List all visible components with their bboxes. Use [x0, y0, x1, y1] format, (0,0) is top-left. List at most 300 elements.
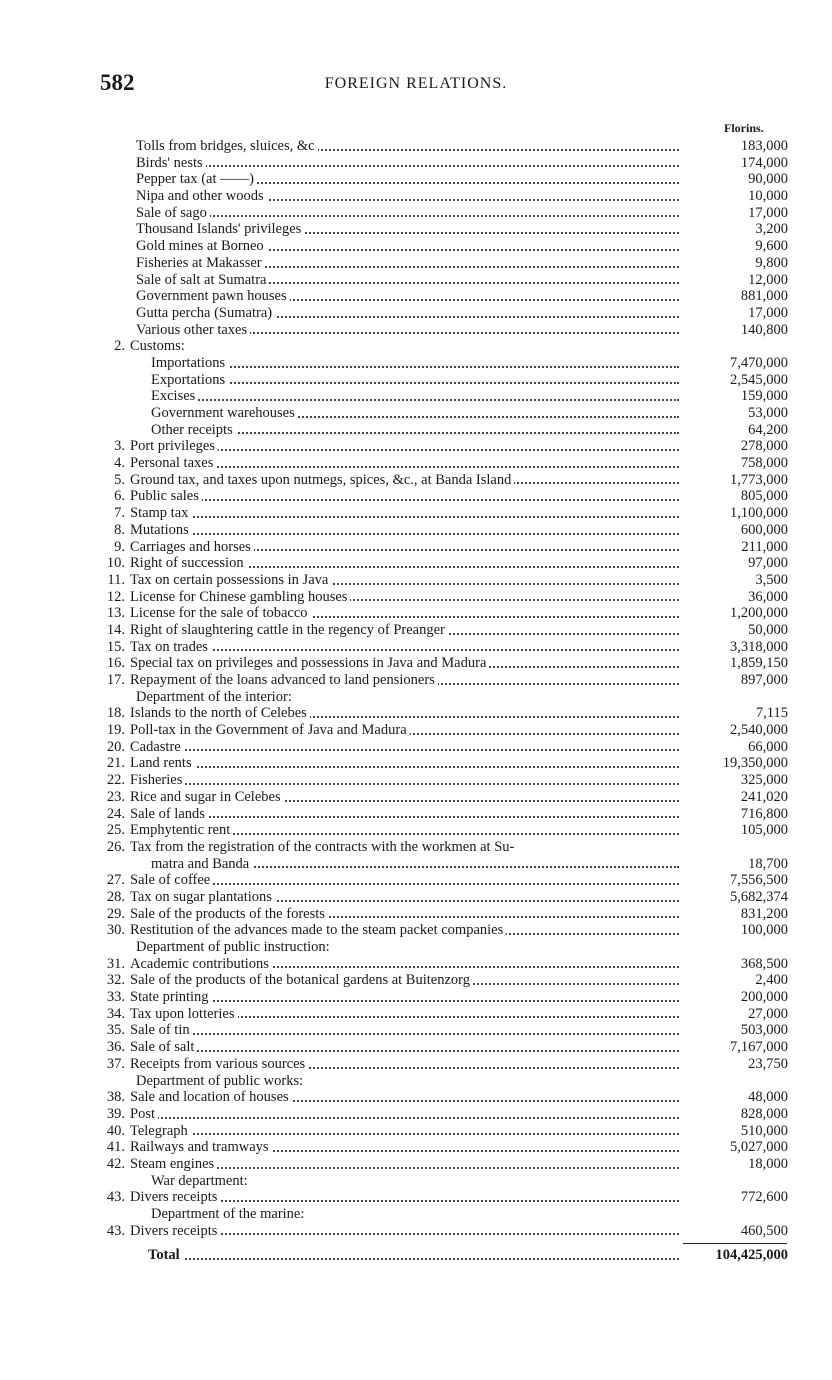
- row-label: Nipa and other woods: [136, 188, 267, 204]
- row-amount: 7,556,500: [730, 872, 788, 889]
- table-row: [100, 689, 788, 706]
- table-row: [100, 322, 788, 339]
- row-description: [130, 438, 683, 455]
- row-amount: 325,000: [740, 772, 788, 789]
- total-label: Total: [148, 1247, 183, 1263]
- row-label: Carriages and horses: [130, 539, 254, 555]
- row-description: [130, 705, 683, 722]
- row-description: [151, 422, 683, 439]
- row-description: [136, 255, 683, 272]
- table-row: [100, 755, 788, 772]
- row-label: Department of the marine:: [151, 1206, 307, 1222]
- row-label: Various other taxes: [136, 322, 250, 338]
- table-row: [100, 238, 788, 255]
- table-row: [100, 205, 788, 222]
- row-number: 11.: [107, 571, 125, 588]
- row-amount: 9,600: [755, 238, 788, 255]
- row-label: Rice and sugar in Celebes: [130, 789, 284, 805]
- row-description: [130, 822, 683, 839]
- row-label: Right of slaughtering cattle in the regency of Preanger: [130, 622, 448, 638]
- row-amount: 159,000: [740, 388, 788, 405]
- table-row: [100, 405, 788, 422]
- row-label: Mutations: [130, 522, 192, 538]
- table-row: [100, 572, 788, 589]
- table-row: [100, 806, 788, 823]
- row-label: Sale and location of houses: [130, 1089, 292, 1105]
- table-row: [100, 522, 788, 539]
- row-description: [130, 622, 683, 639]
- row-amount: 23,750: [748, 1055, 788, 1072]
- row-label: Sale of sago: [136, 205, 210, 221]
- row-label: Cadastre: [130, 739, 184, 755]
- row-amount: 66,000: [748, 738, 788, 755]
- row-amount: 90,000: [748, 171, 788, 188]
- row-label: Right of succession: [130, 555, 247, 571]
- row-number: 40.: [106, 1122, 125, 1139]
- total-amount: 104,425,000: [715, 1247, 788, 1264]
- row-description: [136, 288, 683, 305]
- row-number: 38.: [106, 1089, 125, 1106]
- table-row: [100, 822, 788, 839]
- row-amount: 278,000: [740, 438, 788, 455]
- table-row: [100, 789, 788, 806]
- row-description: [130, 1022, 683, 1039]
- row-number: 32.: [106, 972, 125, 989]
- table-row: [100, 355, 788, 372]
- row-amount: 897,000: [740, 672, 788, 688]
- row-label: Post: [130, 1106, 158, 1122]
- row-label: Steam engines: [130, 1156, 217, 1172]
- row-amount: 600,000: [740, 521, 788, 538]
- row-description: [151, 405, 683, 422]
- table-row: [100, 605, 788, 622]
- table-row: [100, 839, 788, 856]
- table-row: [100, 739, 788, 756]
- row-description: [130, 1156, 683, 1173]
- total-description: [148, 1247, 683, 1264]
- row-label: License for the sale of tobacco: [130, 605, 311, 621]
- row-label: Department of public works:: [136, 1073, 306, 1089]
- table-row: [100, 539, 788, 556]
- row-label: Government pawn houses: [136, 288, 290, 304]
- row-number: 39.: [106, 1105, 125, 1122]
- table-row: [100, 972, 788, 989]
- table-row: [100, 472, 788, 489]
- row-amount: 36,000: [748, 588, 788, 605]
- row-amount: 7,167,000: [730, 1039, 788, 1056]
- table-row: [100, 338, 788, 355]
- row-description: [130, 639, 683, 656]
- row-description: [130, 989, 683, 1006]
- row-label: Sale of the products of the forests: [130, 906, 328, 922]
- row-amount: 27,000: [748, 1005, 788, 1022]
- row-number: 2.: [114, 338, 125, 355]
- table-row: [100, 1139, 788, 1156]
- row-label: Sale of salt: [130, 1039, 197, 1055]
- row-number: 43.: [106, 1222, 125, 1239]
- row-label: Public sales: [130, 488, 202, 504]
- table-row: [100, 138, 788, 155]
- row-amount: 183,000: [740, 138, 788, 154]
- row-amount: 140,800: [740, 321, 788, 338]
- row-description: [130, 472, 683, 489]
- row-amount: 831,200: [740, 905, 788, 922]
- row-description: [130, 655, 683, 672]
- row-amount: 1,200,000: [730, 605, 788, 622]
- row-amount: 1,773,000: [730, 471, 788, 488]
- row-label: Thousand Islands' privileges: [136, 221, 304, 237]
- row-description: [136, 155, 683, 172]
- row-number: 19.: [106, 722, 125, 739]
- table-row: [100, 288, 788, 305]
- row-description: [130, 505, 683, 522]
- row-description: [130, 522, 683, 539]
- row-description: [130, 956, 683, 973]
- row-label: Importations: [151, 355, 228, 371]
- table-row: [100, 438, 788, 455]
- table-row: [100, 922, 788, 939]
- row-amount: 828,000: [740, 1105, 788, 1122]
- row-amount: 12,000: [748, 271, 788, 288]
- row-amount: 174,000: [740, 154, 788, 171]
- row-amount: 5,682,374: [730, 888, 788, 905]
- table-row: [100, 939, 788, 956]
- row-description: [130, 572, 683, 589]
- row-description: [130, 539, 683, 556]
- row-label: Department of public instruction:: [136, 939, 333, 955]
- row-amount: 1,859,150: [730, 655, 788, 672]
- row-number: 9.: [114, 538, 125, 555]
- table-row: [100, 655, 788, 672]
- row-number: 21.: [106, 755, 125, 772]
- row-description: [130, 755, 683, 772]
- row-amount: 19,350,000: [722, 755, 788, 772]
- row-label: Restitution of the advances made to the steam packet companies: [130, 922, 506, 938]
- row-amount: 105,000: [740, 822, 788, 839]
- row-label: Department of the interior:: [136, 689, 295, 705]
- row-number: 17.: [106, 672, 125, 688]
- row-label: License for Chinese gambling houses: [130, 589, 350, 605]
- row-number: 27.: [106, 872, 125, 889]
- row-number: 31.: [106, 955, 125, 972]
- row-description: [136, 238, 683, 255]
- row-number: 43.: [106, 1189, 125, 1206]
- table-row: [100, 255, 788, 272]
- table-row: [100, 622, 788, 639]
- row-number: 6.: [114, 488, 125, 505]
- table-row: [100, 639, 788, 656]
- row-description: [136, 221, 683, 238]
- table-row: [100, 488, 788, 505]
- row-description: [151, 856, 683, 873]
- row-number: 16.: [106, 655, 125, 672]
- table-row: [100, 1156, 788, 1173]
- table-row: [100, 455, 788, 472]
- row-description: [130, 555, 683, 572]
- row-amount: 50,000: [748, 621, 788, 638]
- row-number: 8.: [114, 521, 125, 538]
- table-row: [100, 906, 788, 923]
- row-description: [151, 388, 683, 405]
- row-description: [130, 1106, 683, 1123]
- row-amount: 53,000: [748, 405, 788, 421]
- row-description: [130, 1089, 683, 1106]
- row-description: [130, 1039, 683, 1056]
- row-label: Telegraph: [130, 1123, 191, 1139]
- table-row: [100, 589, 788, 606]
- row-label: Divers receipts: [130, 1223, 220, 1239]
- table-row: [100, 1039, 788, 1056]
- table-row: [100, 1189, 788, 1206]
- table-row: [100, 705, 788, 722]
- row-number: 36.: [106, 1039, 125, 1056]
- row-label: Gutta percha (Sumatra): [136, 305, 275, 321]
- table-row: [100, 856, 788, 873]
- row-amount: 460,500: [740, 1222, 788, 1239]
- row-number: 33.: [106, 989, 125, 1006]
- row-number: 37.: [106, 1055, 125, 1072]
- row-label: matra and Banda: [151, 856, 252, 872]
- row-label: Fisheries: [130, 772, 185, 788]
- row-amount: 503,000: [740, 1022, 788, 1039]
- row-label: Tolls from bridges, sluices, &c: [136, 138, 318, 154]
- row-amount: 772,600: [740, 1189, 788, 1206]
- row-number: 30.: [106, 922, 125, 939]
- row-amount: 64,200: [748, 421, 788, 438]
- running-head: FOREIGN RELATIONS.: [324, 75, 508, 92]
- row-label: Repayment of the loans advanced to land pensioners: [130, 672, 438, 688]
- row-description: [130, 922, 683, 939]
- table-row: [100, 1173, 788, 1190]
- row-amount: 200,000: [740, 989, 788, 1006]
- row-amount: 100,000: [740, 922, 788, 939]
- row-label: Ground tax, and taxes upon nutmegs, spices, &c., at Banda Island: [130, 472, 514, 488]
- row-description: [136, 188, 683, 205]
- row-label: Tax on certain possessions in Java: [130, 572, 331, 588]
- row-description: [136, 322, 683, 339]
- row-amount: 3,500: [755, 571, 788, 588]
- row-description: [151, 1173, 251, 1190]
- row-description: [130, 455, 683, 472]
- row-label: Excises: [151, 388, 198, 404]
- row-number: 28.: [106, 888, 125, 905]
- table-row: [100, 188, 788, 205]
- row-label: Gold mines at Borneo: [136, 238, 267, 254]
- row-description: [136, 689, 295, 706]
- row-description: [136, 138, 683, 155]
- row-label: Customs:: [130, 338, 188, 354]
- row-label: Port privileges: [130, 438, 218, 454]
- row-amount: 2,540,000: [730, 722, 788, 739]
- row-number: 18.: [106, 705, 125, 722]
- table-row: [100, 221, 788, 238]
- row-number: 20.: [106, 738, 125, 755]
- row-amount: 1,100,000: [730, 505, 788, 522]
- table-row: [100, 989, 788, 1006]
- row-amount: 9,800: [755, 254, 788, 271]
- table-row: [100, 956, 788, 973]
- row-amount: 97,000: [748, 555, 788, 572]
- row-description: [151, 355, 683, 372]
- row-label: Sale of lands: [130, 806, 208, 822]
- row-label: Academic contributions: [130, 956, 272, 972]
- table-row: [100, 171, 788, 188]
- row-description: [130, 1123, 683, 1140]
- row-label: Fisheries at Makasser: [136, 255, 265, 271]
- row-amount: 881,000: [740, 288, 788, 305]
- row-description: [130, 906, 683, 923]
- row-amount: 3,318,000: [730, 638, 788, 655]
- row-number: 23.: [106, 788, 125, 805]
- row-description: [136, 272, 683, 289]
- row-description: [130, 1056, 683, 1073]
- row-amount: 3,200: [755, 221, 788, 238]
- unit-column-header: Florins.: [724, 121, 764, 135]
- row-amount: 368,500: [740, 955, 788, 972]
- row-description: [130, 1189, 683, 1206]
- row-amount: 5,027,000: [730, 1139, 788, 1156]
- row-description: [130, 889, 683, 906]
- row-label: Islands to the north of Celebes: [130, 705, 310, 721]
- table-row: [100, 1223, 788, 1240]
- table-row: [100, 872, 788, 889]
- row-number: 26.: [106, 838, 125, 855]
- row-description: [130, 839, 517, 856]
- row-label: Tax from the registration of the contracts with the workmen at Su-: [130, 839, 517, 855]
- table-row: [100, 889, 788, 906]
- row-number: 14.: [106, 621, 125, 638]
- row-amount: 805,000: [740, 488, 788, 505]
- row-label: Railways and tramways: [130, 1139, 272, 1155]
- row-label: Receipts from various sources: [130, 1056, 308, 1072]
- row-label: Other receipts: [151, 422, 236, 438]
- row-number: 35.: [106, 1022, 125, 1039]
- row-amount: 7,115: [755, 705, 788, 722]
- row-description: [130, 972, 683, 989]
- row-number: 7.: [114, 505, 125, 522]
- table-row: [100, 305, 788, 322]
- row-description: [151, 372, 683, 389]
- row-number: 24.: [106, 805, 125, 822]
- row-number: 3.: [114, 438, 125, 455]
- table-row: [100, 155, 788, 172]
- row-amount: 2,545,000: [730, 371, 788, 388]
- table-row: [100, 1106, 788, 1123]
- row-amount: 18,000: [748, 1155, 788, 1172]
- row-number: 22.: [106, 772, 125, 789]
- table-row: [100, 1206, 788, 1223]
- row-amount: 17,000: [748, 204, 788, 221]
- table-row: [100, 272, 788, 289]
- row-number: 10.: [106, 555, 125, 572]
- row-description: [130, 1223, 683, 1240]
- row-description: [130, 589, 683, 606]
- table-row: [100, 422, 788, 439]
- table-row: [100, 555, 788, 572]
- revenue-table: [100, 138, 788, 1264]
- table-row: [100, 722, 788, 739]
- row-number: 5.: [114, 471, 125, 488]
- row-label: Sale of salt at Sumatra: [136, 272, 269, 288]
- row-number: 13.: [106, 605, 125, 622]
- row-description: [130, 789, 683, 806]
- row-label: Land rents: [130, 755, 195, 771]
- row-label: Government warehouses: [151, 405, 298, 421]
- row-amount: 211,000: [741, 538, 788, 555]
- table-row: [100, 772, 788, 789]
- table-row: [100, 1089, 788, 1106]
- row-number: 41.: [106, 1139, 125, 1156]
- row-label: Tax on sugar plantations: [130, 889, 275, 905]
- table-row: [100, 672, 788, 689]
- row-amount: 48,000: [748, 1089, 788, 1106]
- row-label: Sale of the products of the botanical gardens at Buitenzorg: [130, 972, 473, 988]
- row-amount: 18,700: [748, 855, 788, 872]
- row-label: Tax on trades: [130, 639, 211, 655]
- row-label: Personal taxes: [130, 455, 216, 471]
- row-label: Exportations: [151, 372, 228, 388]
- table-row: [100, 1123, 788, 1140]
- row-number: 42.: [106, 1155, 125, 1172]
- row-description: [130, 338, 188, 355]
- row-label: Special tax on privileges and possessions in Java and Madura: [130, 655, 489, 671]
- row-description: [136, 305, 683, 322]
- row-description: [130, 672, 683, 689]
- total-rule-row: [100, 1239, 788, 1245]
- page-number: 582: [100, 70, 135, 95]
- row-amount: 758,000: [740, 455, 788, 472]
- row-label: Emphytentic rent: [130, 822, 233, 838]
- table-row: [100, 372, 788, 389]
- row-description: [130, 605, 683, 622]
- row-label: Stamp tax: [130, 505, 191, 521]
- row-number: 15.: [106, 638, 125, 655]
- row-number: 34.: [106, 1005, 125, 1022]
- row-amount: 17,000: [748, 304, 788, 321]
- row-label: Poll-tax in the Government of Java and Madura: [130, 722, 410, 738]
- row-number: 12.: [106, 588, 125, 605]
- row-label: State printing: [130, 989, 212, 1005]
- table-row: [100, 1073, 788, 1090]
- row-label: War department:: [151, 1173, 251, 1189]
- row-description: [151, 1206, 307, 1223]
- row-label: Divers receipts: [130, 1189, 220, 1205]
- row-amount: 7,470,000: [730, 354, 788, 371]
- table-row: [100, 1006, 788, 1023]
- row-description: [130, 1139, 683, 1156]
- row-number: 29.: [106, 905, 125, 922]
- row-description: [136, 1073, 306, 1090]
- row-number: 4.: [114, 455, 125, 472]
- row-amount: 716,800: [740, 805, 788, 822]
- total-rule: [683, 1243, 787, 1244]
- row-amount: 10,000: [748, 188, 788, 205]
- row-amount: 510,000: [740, 1122, 788, 1139]
- row-description: [130, 722, 683, 739]
- row-description: [136, 939, 333, 956]
- row-description: [130, 739, 683, 756]
- table-row: [100, 1022, 788, 1039]
- row-description: [130, 772, 683, 789]
- row-label: Birds' nests: [136, 155, 206, 171]
- row-label: Sale of coffee: [130, 872, 213, 888]
- row-description: [130, 872, 683, 889]
- row-amount: 241,020: [740, 788, 788, 805]
- row-label: Tax upon lotteries: [130, 1006, 238, 1022]
- row-description: [136, 205, 683, 222]
- row-description: [130, 488, 683, 505]
- row-description: [136, 171, 683, 188]
